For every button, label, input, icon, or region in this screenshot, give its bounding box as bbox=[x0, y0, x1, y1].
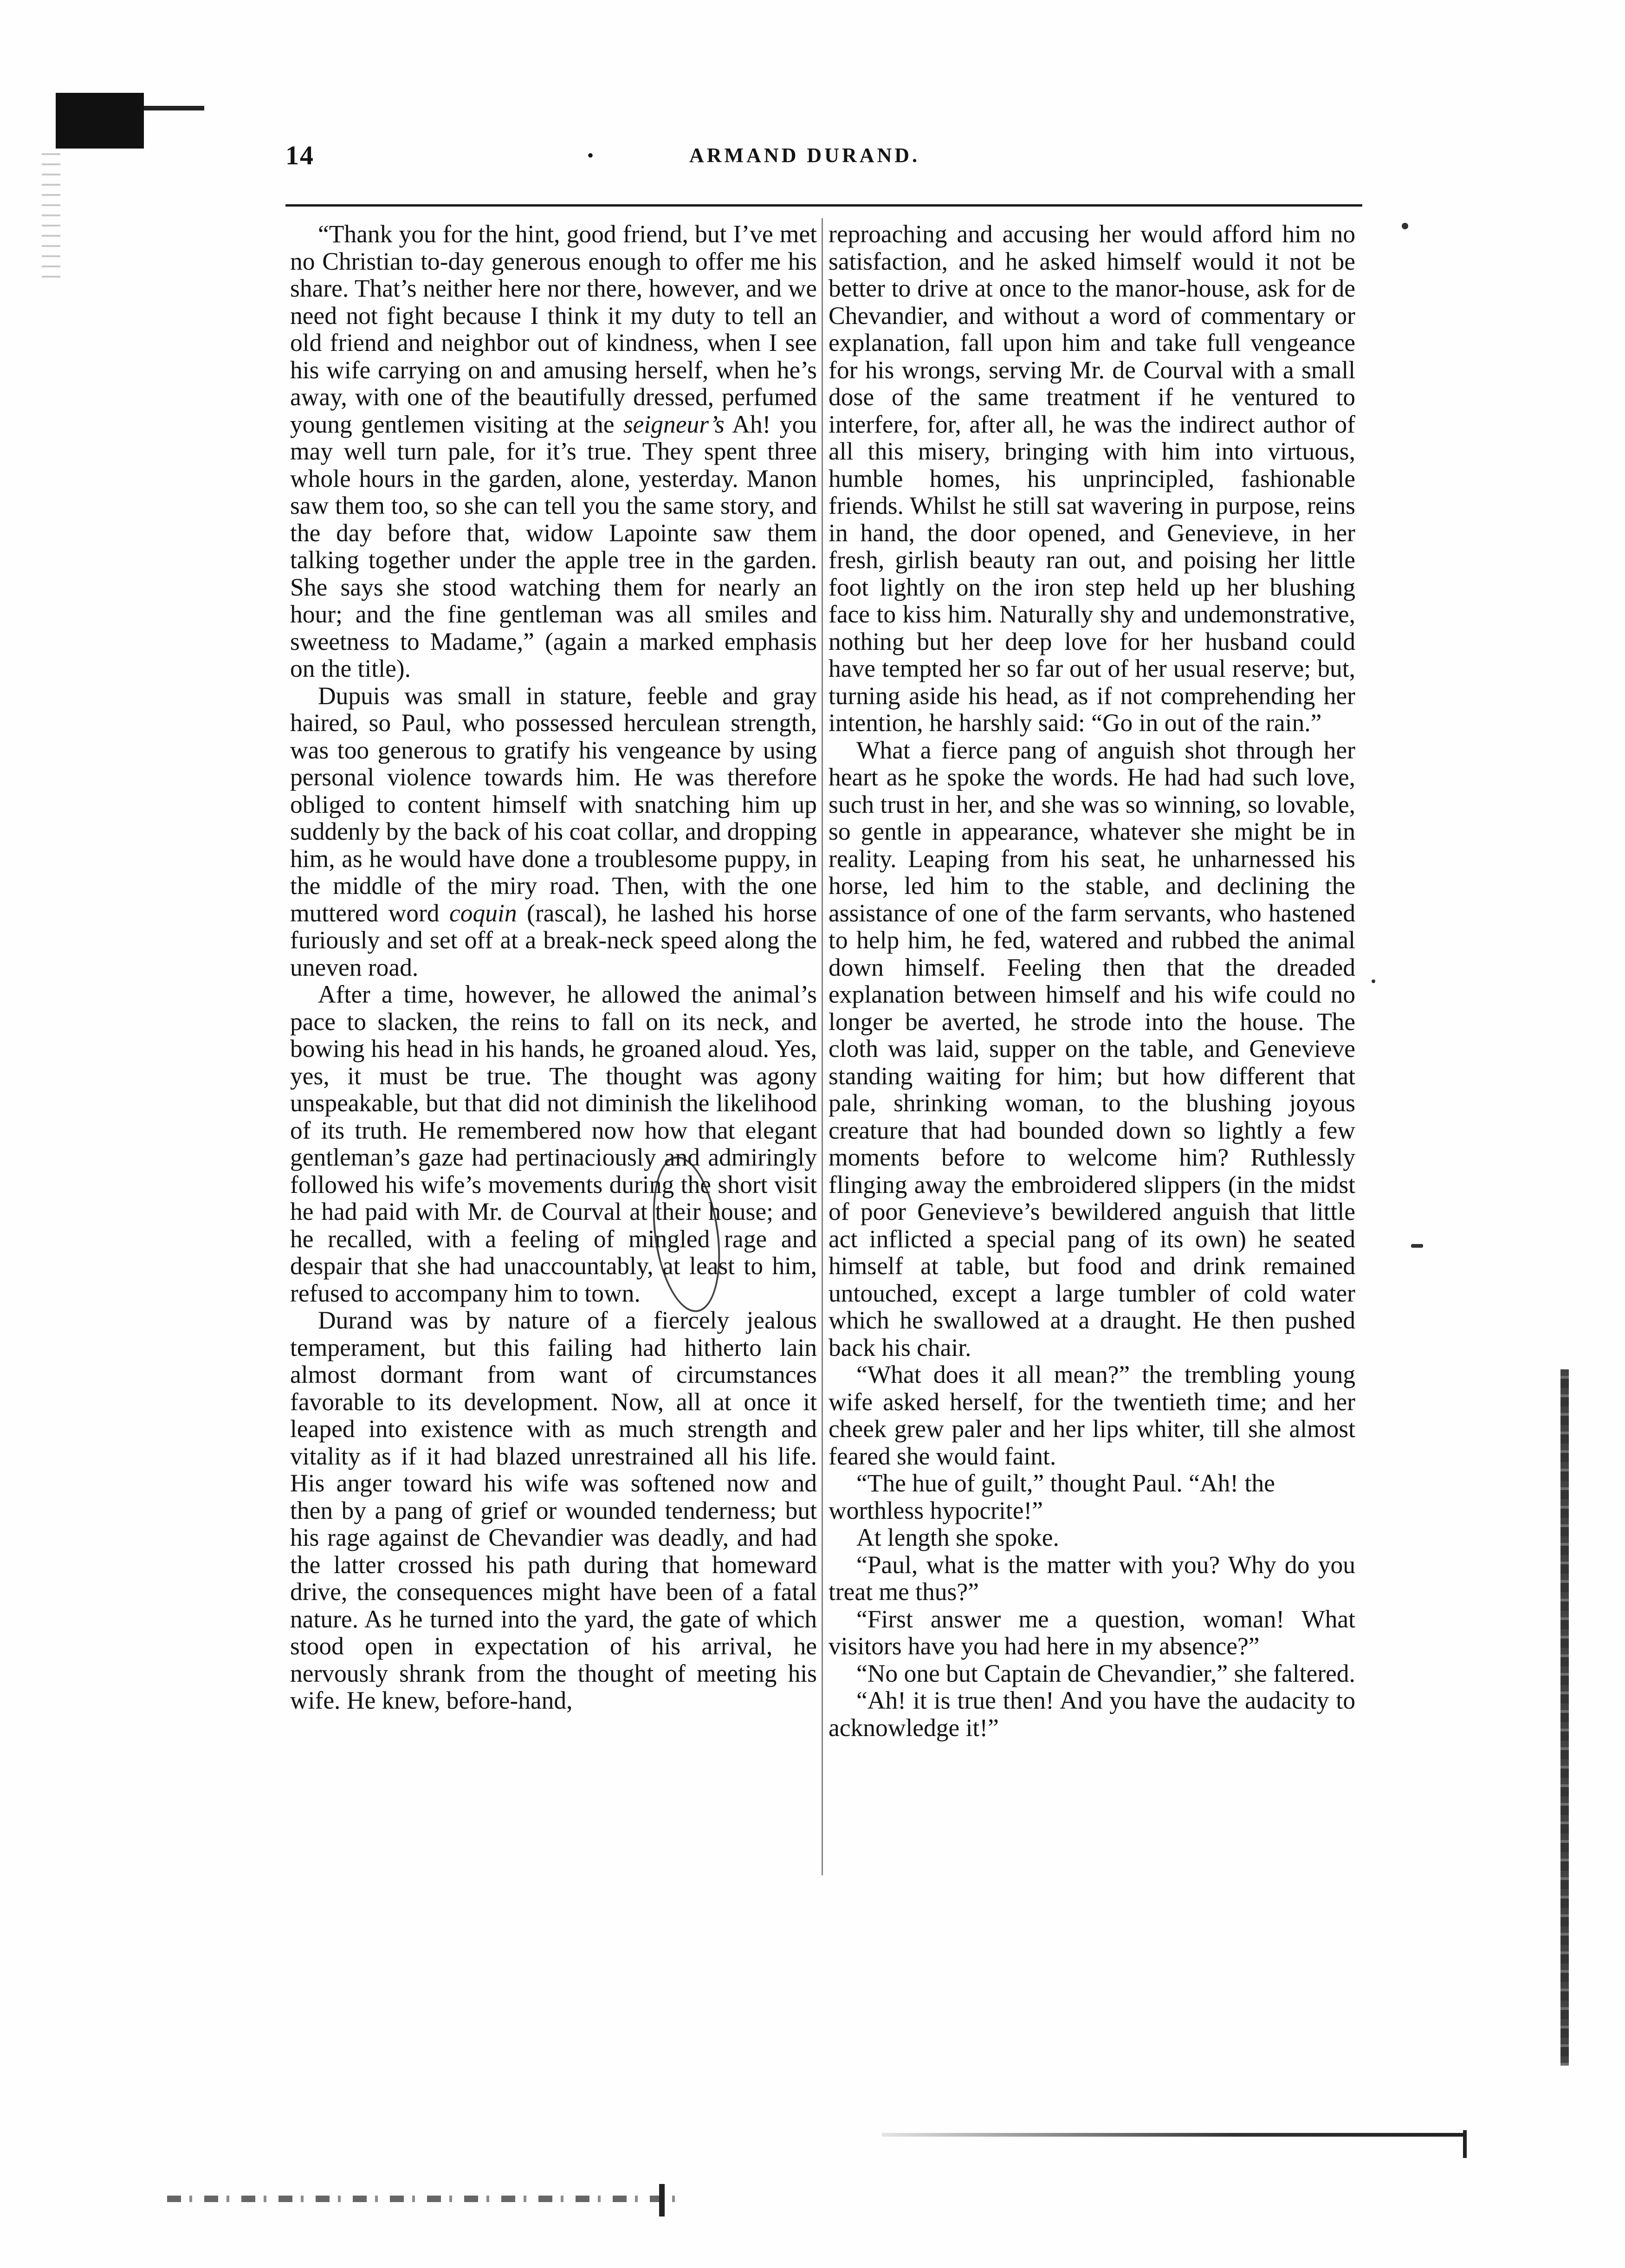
italic-word: seigneur’s bbox=[623, 410, 725, 438]
paragraph bbox=[290, 682, 817, 981]
running-header bbox=[285, 137, 1362, 174]
right-column bbox=[829, 220, 1355, 1741]
header-bullet: • bbox=[587, 145, 594, 166]
paragraph: Durand was by nature of a fiercely jealous temperament, but this failing had hitherto lain almost dormant from want of circumstances favorable to its development. Now, all at once it leaped into existence with as much strength and vitality as if it had blazed unrestrained all his life. His anger toward his wife was softened now and then by a pang of grief or wounded tenderness; but his rage against de Chevandier was deadly, and had the latter crossed his path during that homeward drive, the consequences might have been of a fatal nature. As he turned into the yard, the gate of which stood open in expectation of his arrival, he nervously shrank from the thought of meeting his wife. He knew, before-hand, bbox=[290, 1306, 817, 1714]
header-rule bbox=[285, 204, 1362, 207]
paragraph-text: Ah! you may well turn pale, for it’s true. They spent three whole hours in the garden, alone, yesterday. Manon saw them too, so she can tell you the same story, and the day before that, widow Lapointe saw them talking together under the apple tree in the garden. She says she stood watching them for nearly an hour; and the fine gentleman was all smiles and sweetness to Madame,” (again a marked emphasis on the title). bbox=[290, 410, 817, 682]
column-divider bbox=[822, 218, 823, 1875]
paragraph-text: Dupuis was small in stature, feeble and gray haired, so Paul, who possessed herculean strength, was too generous to gratify his vengeance by using personal violence towards him. He was therefore obliged to content himself with snatching him up suddenly by the back of his coat collar, and dropping him, as he would have done a troublesome puppy, in the middle of the miry road. Then, with the one muttered word bbox=[290, 681, 817, 927]
paragraph: “First answer me a question, woman! What visitors have you had here in my absence?” bbox=[829, 1605, 1355, 1660]
paragraph: “Paul, what is the matter with you? Why do you treat me thus?” bbox=[829, 1550, 1355, 1606]
scan-speck bbox=[1411, 1244, 1423, 1248]
paragraph: “No one but Captain de Chevandier,” she faltered. bbox=[856, 1659, 1355, 1687]
scan-artifact-bottom-tick bbox=[659, 2184, 665, 2216]
paragraph-text: “Thank you for the hint, good friend, but I’ve met no Christian to-day generous enough to offer me his share. That’s neither here nor there, however, and we need not fight because I think it my duty to tell an old friend and neighbor out of kindness, when I see his wife carrying on and amusing herself, when he’s away, with one of the beautifully dressed, perfumed young gentlemen visiting at the bbox=[290, 220, 817, 438]
left-column bbox=[290, 220, 817, 1714]
scan-artifact-right-edge bbox=[1560, 1369, 1569, 2066]
scan-speck bbox=[1372, 979, 1375, 983]
paragraph: reproaching and accusing her would afford him no satisfaction, and he asked himself would it not be better to drive at once to the manor-house, ask for de Chevandier, and without a word of commentary or explanation, fall upon him and take full vengeance for his wrongs, serving Mr. de Courval with a small dose of the same treatment if he ventured to interfere, for, after all, he was the indirect author of all this misery, bringing with him into virtuous, humble homes, his unprincipled, fashionable friends. Whilst he still sat wavering in purpose, reins in hand, the door opened, and Genevieve, in her fresh, girlish beauty ran out, and poising her little foot lightly on the iron step held up her blushing face to kiss him. Naturally shy and undemonstrative, nothing but her deep love for her husband could have tempted her so far out of her usual reserve; but, turning aside his head, as if not comprehending her intention, he harshly said: “Go in out of the rain.” bbox=[829, 220, 1355, 737]
scan-artifact-bottom-rule bbox=[882, 2133, 1467, 2137]
paragraph: “What does it all mean?” the trembling young wife asked herself, for the twentieth time; and her cheek grew paler and her lips whiter, till she almost feared she would faint. bbox=[829, 1361, 1355, 1470]
book-title: ARMAND DURAND. bbox=[689, 144, 920, 167]
scan-artifact-bottom-left bbox=[167, 2196, 678, 2202]
paragraph bbox=[290, 220, 817, 682]
paragraph: After a time, however, he allowed the animal’s pace to slacken, the reins to fall on its neck, and bowing his head in his hands, he groaned aloud. Yes, yes, it must be true. The thought was agony unspeakable, but that did not diminish the likelihood of its truth. He remembered now how that elegant gentleman’s gaze had pertinaciously and admiringly followed his wife’s movements during the short visit he had paid with Mr. de Courval at their house; and he recalled, with a feeling of mingled rage and despair that she had unaccountably, at least to him, refused to accompany him to town. bbox=[290, 980, 817, 1307]
italic-word: coquin bbox=[449, 899, 517, 927]
scan-artifact-top-left bbox=[56, 93, 144, 149]
paragraph: What a fierce pang of anguish shot through her heart as he spoke the words. He had had such love, such trust in her, and she was so winning, so lovable, so gentle in appearance, whatever she might be in reality. Leaping from his seat, he unharnessed his horse, led him to the stable, and declining the assistance of one of the farm servants, who hastened to help him, he fed, watered and rubbed the animal down himself. Feeling then that the dreaded explanation between himself and his wife could no longer be averted, he strode into the house. The cloth was laid, supper on the table, and Genevieve standing waiting for him; but how different that pale, shrinking woman, to the blushing joyous creature that had bounded down so lightly a few moments before to welcome him? Ruthlessly flinging away the embroidered slippers (in the midst of poor Genevieve’s bewildered anguish that little act inflicted a special pang of its own) he seated himself at table, but food and drink remained untouched, except a large tumbler of cold water which he swallowed at a draught. He then pushed back his chair. bbox=[829, 736, 1355, 1361]
scan-artifact-left-margin bbox=[42, 153, 60, 283]
paragraph-text: (rascal), he lashed his horse furiously and set off at a break-neck speed along the uneven road. bbox=[290, 899, 817, 981]
paragraph: “Ah! it is true then! And you have the audacity to acknowledge it!” bbox=[829, 1686, 1355, 1742]
paragraph: At length she spoke. bbox=[856, 1523, 1059, 1551]
paragraph: “The hue of guilt,” thought Paul. “Ah! the worthless hypocrite!” bbox=[829, 1469, 1275, 1524]
page-number: 14 bbox=[285, 140, 314, 170]
scan-speck bbox=[1402, 223, 1408, 229]
